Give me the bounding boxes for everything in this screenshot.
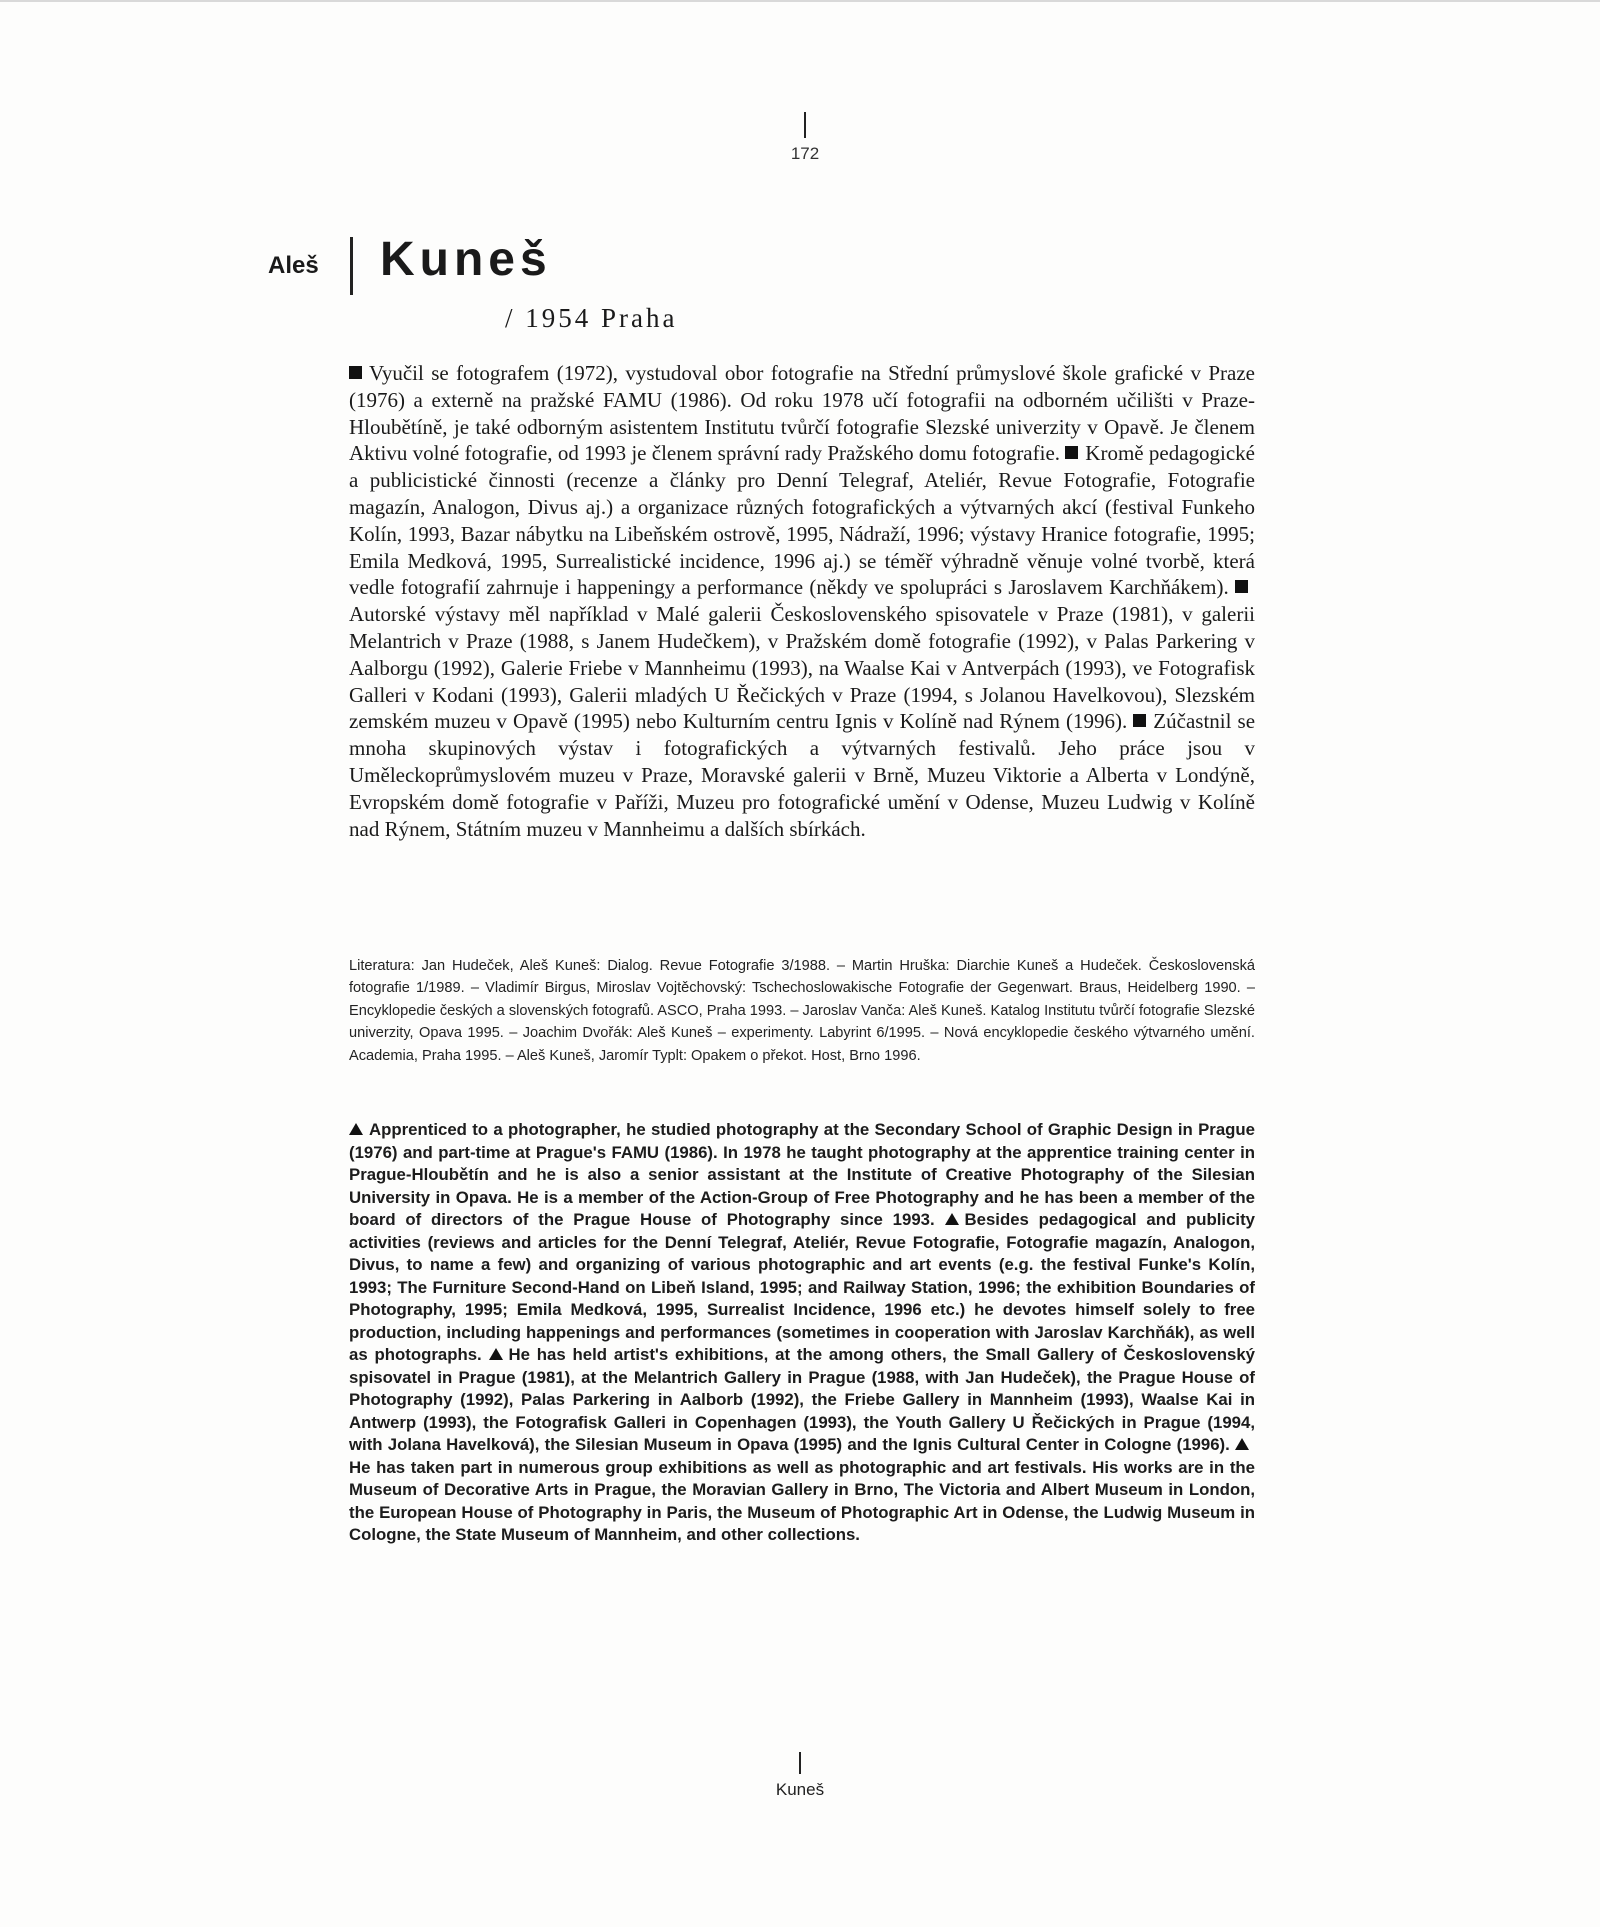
page-number: 172 <box>790 144 820 163</box>
author-last-name: Kuneš <box>380 233 552 286</box>
bio-cz-paragraph: Vyučil se fotografem (1972), vystudoval obor fotografie na Střední průmyslové škole grafické v Praze (1976) a externě na pražské FAMU (1986). Od roku 1978 učí fotografii na odborném učilišti v Praze-Hloubětíně, je také odborným asistentem Institutu tvůrčí fotografie Slezské univerzity v Opavě. Je členem Aktivu volné fotografie, od 1993 je členem správní rady Pražského domu fotografie. <box>349 361 1255 466</box>
running-footer <box>750 1752 850 1800</box>
triangle-bullet-icon <box>349 1123 363 1135</box>
bio-en-paragraph: Apprenticed to a photographer, he studied photography at the Secondary School of Graphic Design in Prague (1976) and part-time at Prague's FAMU (1986). In 1978 he taught photography at the apprentice training center in Prague-Hloubětín and he is also a senior assistant at the Institute of Creative Photography of the Silesian University in Opava. He is a member of the Action-Group of Free Photography and he has been a member of the board of directors of the Prague House of Photography since 1993. <box>349 1120 1255 1229</box>
page-number-tick <box>804 112 806 138</box>
square-bullet-icon <box>349 366 362 379</box>
bio-en-paragraph: He has held artist's exhibitions, at the among others, the Small Gallery of Československý spisovatel in Prague (1981), at the Melantrich Gallery in Prague (1988, with Jan Hudeček), the Prague House of Photography (1992), Palas Parkering in Aalborb (1992), the Friebe Gallery in Mannheim (1993), Waalse Kai in Antwerp (1993), the Fotografisk Galleri in Copenhagen (1993), the Youth Gallery U Řečických in Prague (1994, with Jolana Havelková), the Silesian Museum in Opava (1995) and the Ignis Cultural Center in Cologne (1996). <box>349 1345 1255 1454</box>
triangle-bullet-icon <box>945 1213 959 1225</box>
birth-year-place: / 1954 Praha <box>505 303 678 333</box>
name-divider <box>350 237 353 295</box>
bio-cz-paragraph: Autorské výstavy měl například v Malé galerii Československého spisovatele v Praze (1981), v galerii Melantrich v Praze (1988, s Janem Hudečkem), v Pražském domě fotografie (1992), v Palas Parkering v Aalborgu (1992), Galerie Friebe v Mannheimu (1993), na Waalse Kai v Antverpách (1993), ve Fotografisk Galleri v Kodani (1993), Galerii mladých U Řečických v Praze (1994, s Jolanou Havelkovou), Slezském zemském muzeu v Opavě (1995) nebo Kulturním centru Ignis v Kolíně nad Rýnem (1996). <box>349 602 1255 734</box>
bio-en-paragraph: He has taken part in numerous group exhibitions as well as photographic and art festivals. His works are in the Museum of Decorative Arts in Prague, the Moravian Gallery in Brno, The Victoria and Albert Museum in London, the European House of Photography in Paris, the Museum of Photographic Art in Odense, the Ludwig Museum in Cologne, the State Museum of Mannheim, and other collections. <box>349 1457 1255 1544</box>
english-biography <box>349 1119 1255 1547</box>
triangle-bullet-icon <box>1235 1438 1249 1450</box>
square-bullet-icon <box>1065 446 1078 459</box>
triangle-bullet-icon <box>489 1348 503 1360</box>
bio-cz-paragraph: Zúčastnil se mnoha skupinových výstav i fotografických a výtvarných festivalů. Jeho práce jsou v Uměleckoprůmyslovém muzeu v Praze, Moravské galerii v Brně, Muzeu Viktorie a Alberta v Londýně, Evropském domě fotografie v Paříži, Muzeu pro fotografické umění v Odense, Muzeu Ludwig v Kolíně nad Rýnem, Státním muzeu v Mannheimu a dalších sbírkách. <box>349 709 1256 841</box>
footer-tick <box>799 1752 801 1774</box>
bio-en-paragraph: Besides pedagogical and publicity activities (reviews and articles for the Denní Telegraf, Ateliér, Revue Fotografie, Fotografie magazín, Analogon, Divus, to name a few) and organizing of various photographic and art events (e.g. the festival Funke's Kolín, 1993; The Furniture Second-Hand on Libeň Island, 1995; and Railway Station, 1996; the exhibition Boundaries of Photography, 1995; Emila Medková, 1995, Surrealist Incidence, 1996 etc.) he devotes himself solely to free production, including happenings and performances (sometimes in cooperation with Jaroslav Karchňák), as well as photographs. <box>349 1210 1255 1364</box>
author-first-name: Aleš <box>268 252 319 279</box>
square-bullet-icon <box>1133 714 1146 727</box>
czech-biography <box>349 360 1255 842</box>
bio-cz-paragraph: Kromě pedagogické a publicistické činnosti (recenze a články pro Denní Telegraf, Ateliér, Revue Fotografie, Fotografie magazín, Analogon, Divus aj.) a organizace různých fotografických a výtvarných akcí (festival Funkeho Kolín, 1993, Bazar nábytku na Libeňském ostrově, 1995, Nádraží, 1996; výstavy Hranice fotografie, 1995; Emila Medková, 1995, Surrealistické incidence, 1996 aj.) se téměř výhradně věnuje volné tvorbě, která vedle fotografií zahrnuje i happeningy a performance (někdy ve spolupráci s Jaroslavem Karchňákem). <box>349 441 1255 600</box>
literature-references: Literatura: Jan Hudeček, Aleš Kuneš: Dialog. Revue Fotografie 3/1988. – Martin Hruška: Diarchie Kuneš a Hudeček. Československá fotografie 1/1989. – Vladimír Birgus, Miroslav Vojtěchovský: Tschechoslowakische Fotografie der Gegenwart. Braus, Heidelberg 1990. – Encyklopedie českých a slovenských fotografů. ASCO, Praha 1993. – Jaroslav Vanča: Aleš Kuneš. Katalog Institutu tvůrčí fotografie Slezské univerzity, Opava 1995. – Joachim Dvořák: Aleš Kuneš – experimenty. Labyrint 6/1995. – Nová encyklopedie českého výtvarného umění. Academia, Praha 1995. – Aleš Kuneš, Jaromír Typlt: Opakem o překot. Host, Brno 1996. <box>349 958 1255 1064</box>
page-number-block <box>770 112 840 164</box>
footer-author-name: Kuneš <box>775 1780 825 1799</box>
square-bullet-icon <box>1235 580 1248 593</box>
